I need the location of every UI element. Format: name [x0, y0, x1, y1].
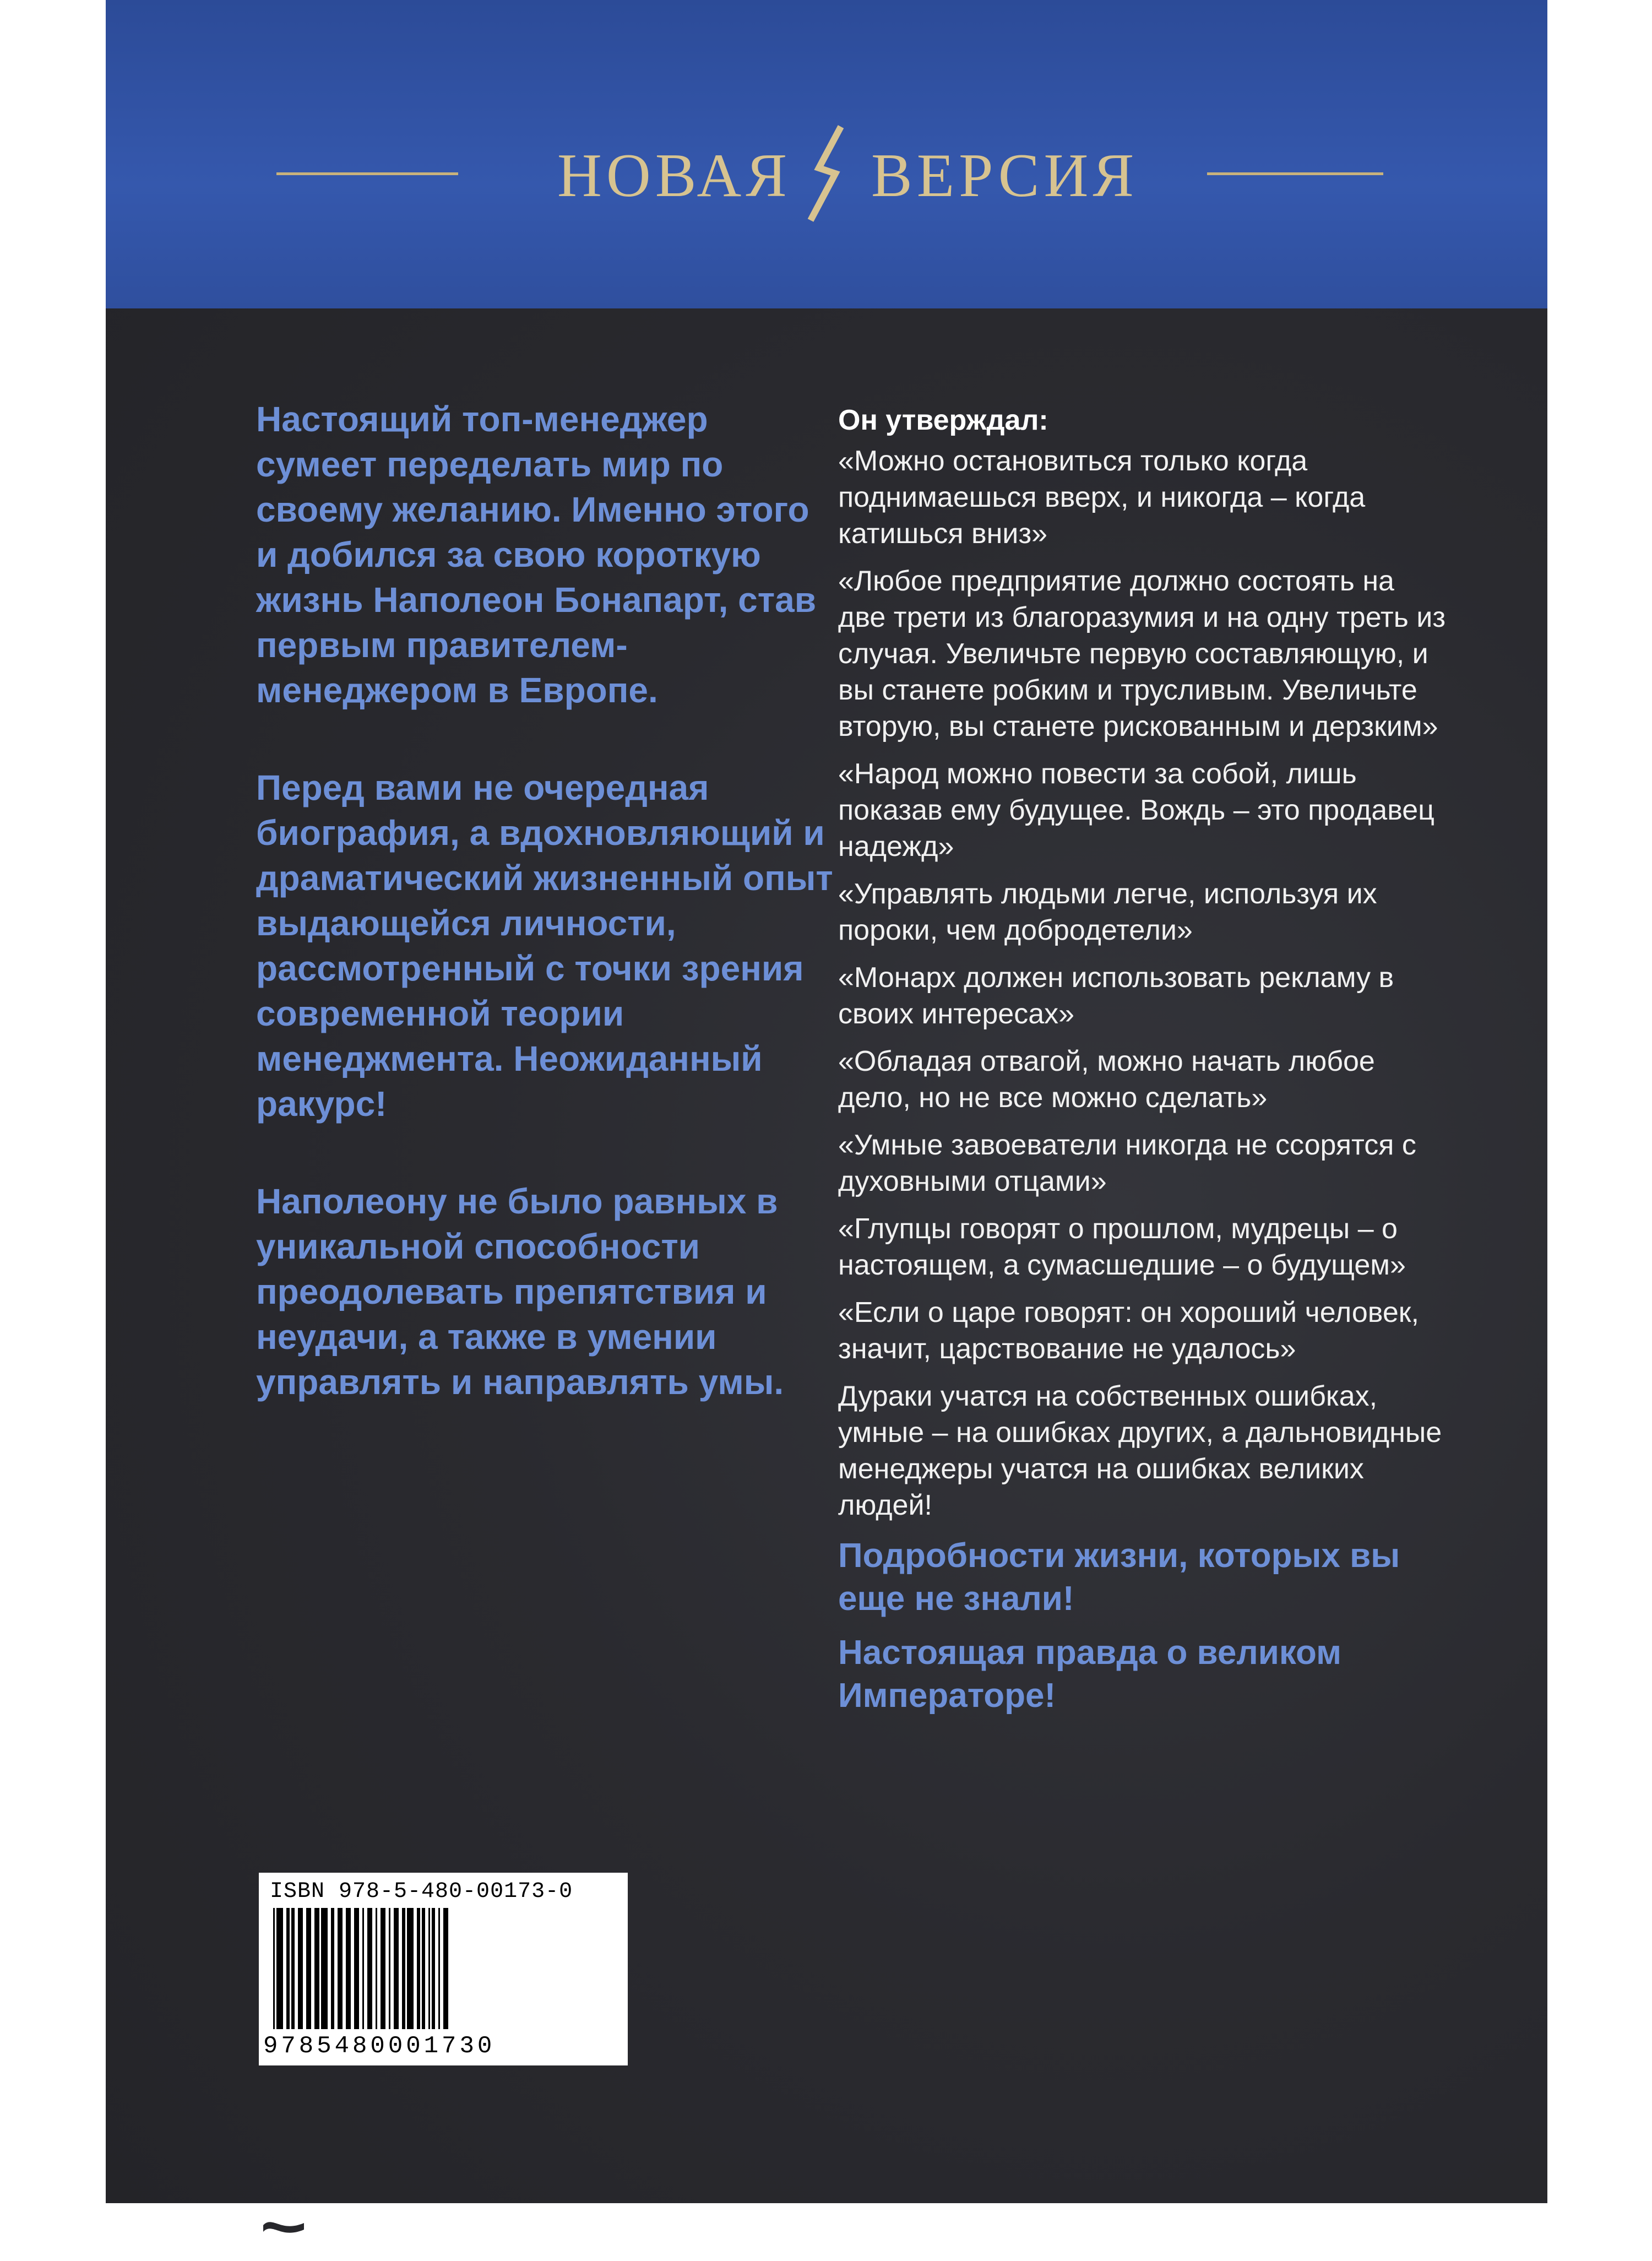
intro-paragraph: Настоящий топ-менеджер сумеет переделать мир по своему желанию. Именно этого и добился за свою короткую жизнь Наполеон Бонапарт, став первым правителем-менеджером в Европе. [256, 399, 817, 710]
quotes-heading: Он утверждал: [838, 404, 1048, 436]
barcode-bar [298, 1908, 303, 2029]
closing-quote: Дураки учатся на собственных ошибках, умные – на ошибках других, а дальновидные менеджеры учатся на ошибках великих людей! [838, 1380, 1442, 1521]
barcode-digits: 9785480001730 [263, 2032, 496, 2060]
description-paragraph: Перед вами не очередная биография, а вдохновляющий и драматический жизненный опыт выдающейся личности, рассмотренный с точки зрения современной теории менеджмента. Неожиданный ракурс! [256, 768, 833, 1124]
series-logo [106, 121, 1547, 226]
wave-logo-icon [259, 2199, 308, 2254]
header-band [106, 0, 1547, 308]
barcode-bar [291, 1908, 295, 2029]
isbn-barcode [259, 1873, 628, 2065]
barcode-bar [321, 1908, 328, 2029]
quote-item: «Глупцы говорят о прошлом, мудрецы – о настоящем, а сумасшедшие – о будущем» [838, 1213, 1406, 1281]
barcode-bar [407, 1908, 414, 2029]
quote-item: «Если о царе говорят: он хороший человек, значит, царствование не удалось» [838, 1297, 1419, 1365]
barcode-bar [438, 1908, 440, 2029]
series-word-version: ВЕРСИЯ [871, 142, 1139, 210]
barcode-bar [306, 1908, 311, 2029]
quote-item: «Обладая отвагой, можно начать любое дело, но не все можно сделать» [838, 1045, 1375, 1114]
right-column [838, 402, 1449, 1717]
barcode-bar [443, 1908, 448, 2029]
barcode-bar [376, 1908, 377, 2029]
barcode-bar [367, 1908, 372, 2029]
quote-item: «Умные завоеватели никогда не ссорятся с духовными отцами» [838, 1129, 1416, 1197]
barcode-bar [276, 1908, 283, 2029]
series-rule-left [276, 172, 458, 175]
barcode-bar [422, 1908, 425, 2029]
barcode-bar [346, 1908, 351, 2029]
series-word-new: НОВАЯ [557, 142, 791, 210]
quote-item: «Народ можно повести за собой, лишь показав ему будущее. Вождь – это продавец надежд» [838, 758, 1434, 863]
lightning-icon [789, 121, 871, 226]
series-rule-right [1207, 172, 1383, 175]
barcode-bar [428, 1908, 430, 2029]
barcode-bar [286, 1908, 290, 2029]
barcode-bar [417, 1908, 420, 2029]
quote-item: «Можно остановиться только когда поднимаешься вверх, и никогда – когда катишься вниз» [838, 445, 1366, 550]
isbn-text: ISBN 978-5-480-00173-0 [270, 1879, 573, 1904]
barcode-bar [273, 1908, 275, 2029]
barcode-bar [432, 1908, 435, 2029]
barcode-bar [362, 1908, 364, 2029]
barcode-bar [381, 1908, 385, 2029]
closing-paragraph: Наполеону не было равных в уникальной способности преодолевать препятствия и неудачи, а также в умении управлять и направлять умы. [256, 1181, 784, 1402]
publisher-logo [259, 2199, 490, 2254]
tagline-1: Подробности жизни, которых вы еще не знали! [838, 1537, 1400, 1618]
quote-item: «Управлять людьми легче, используя их пороки, чем добродетели» [838, 878, 1377, 946]
barcode-bar [331, 1908, 334, 2029]
barcode-bar [338, 1908, 343, 2029]
barcode-bars [270, 1908, 617, 2032]
tagline-2: Настоящая правда о великом Императоре! [838, 1634, 1341, 1715]
barcode-bar [389, 1908, 390, 2029]
publisher-name: ЭТЕРНА [316, 2204, 490, 2248]
barcode-bar [402, 1908, 405, 2029]
barcode-bar [394, 1908, 399, 2029]
quote-item: «Монарх должен использовать рекламу в своих интересах» [838, 962, 1394, 1030]
quote-item: «Любое предприятие должно состоять на две трети из благоразумия и на одну треть из случая. Увеличьте первую составляющую, и вы станете робким и трусливым. Увеличьте вторую, вы станете рискованным и дерзким» [838, 565, 1446, 742]
barcode-bar [354, 1908, 359, 2029]
barcode-bar [314, 1908, 319, 2029]
left-column [256, 397, 834, 1457]
